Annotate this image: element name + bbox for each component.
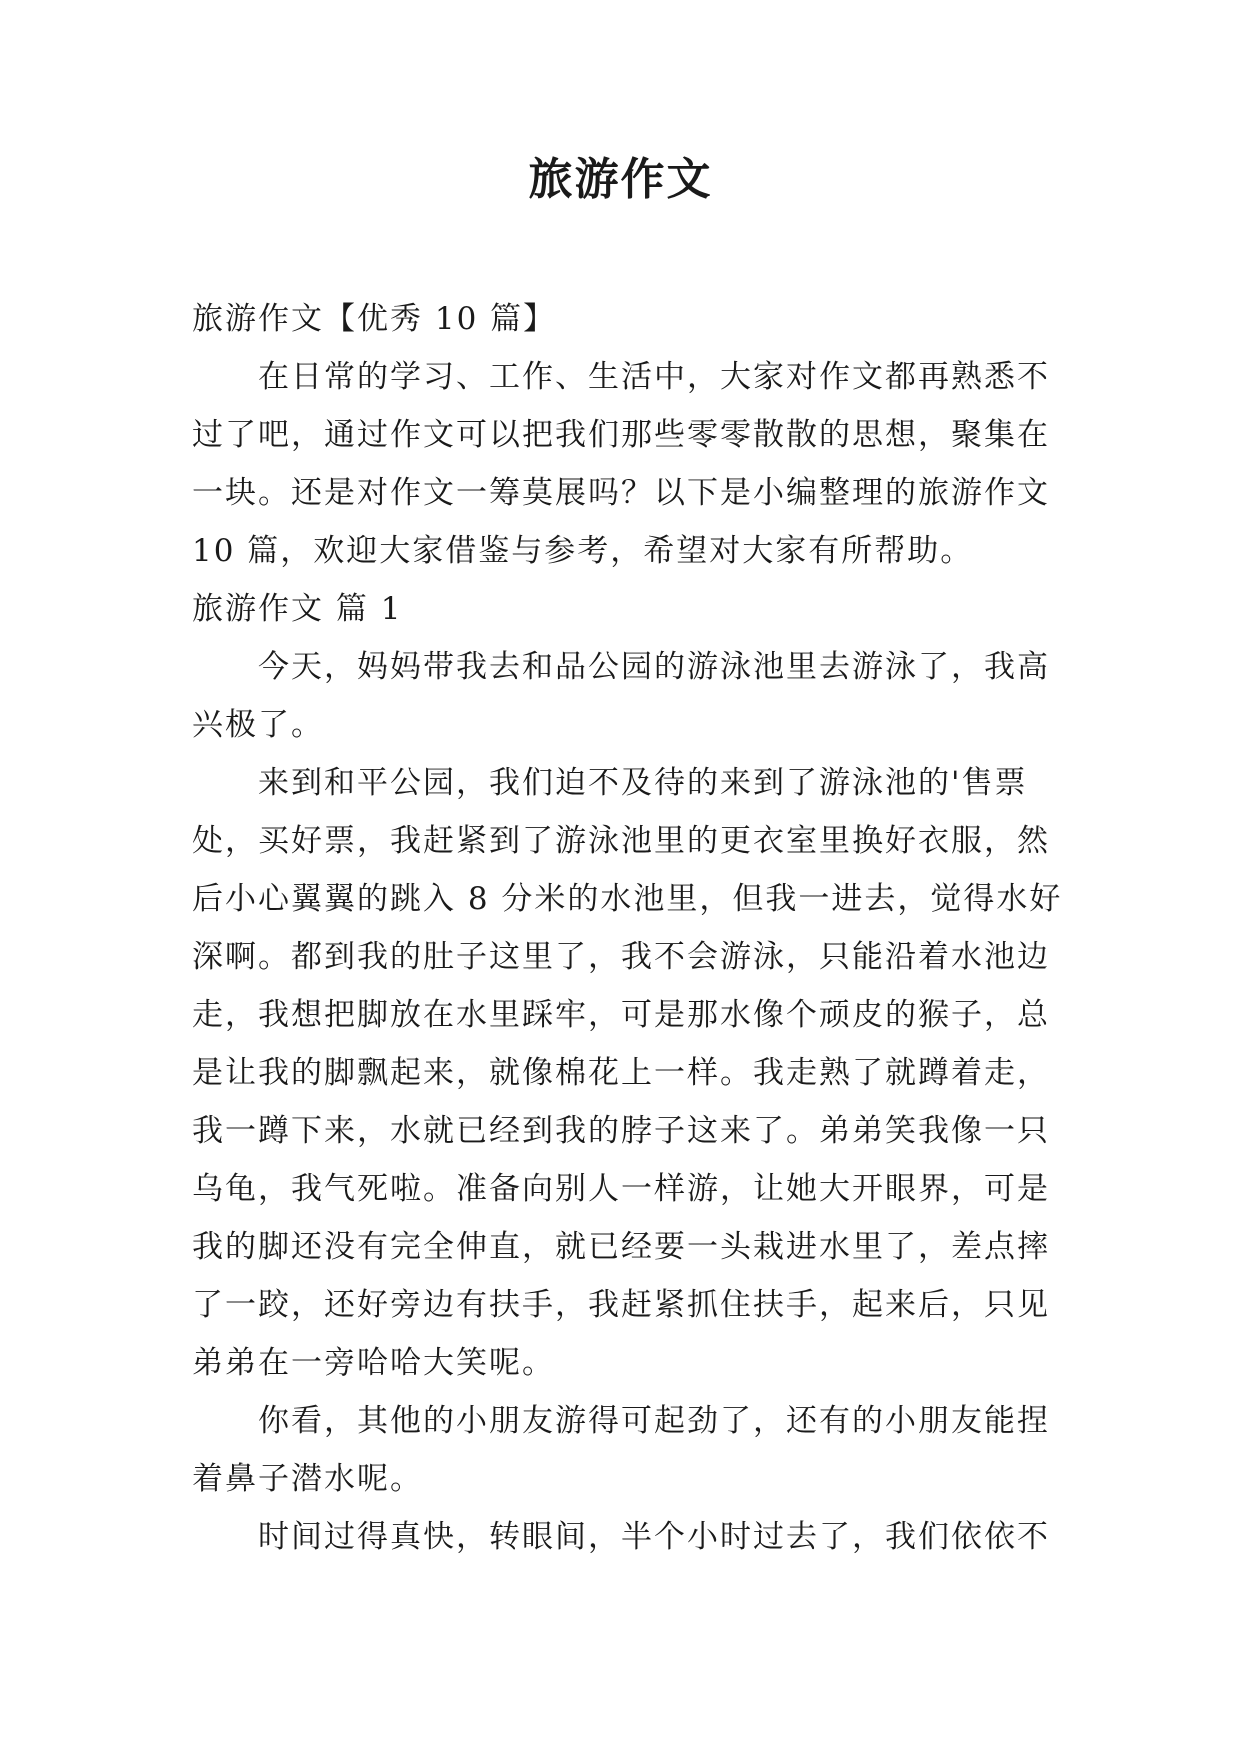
paragraph-line: 我的脚还没有完全伸直，就已经要一头栽进水里了，差点摔 xyxy=(192,1229,1050,1265)
paragraph-line: 今天，妈妈带我去和品公园的游泳池里去游泳了，我高 xyxy=(258,649,1050,685)
paragraph-line: 处，买好票，我赶紧到了游泳池里的更衣室里换好衣服，然 xyxy=(192,823,1050,859)
paragraph-line: 过了吧，通过作文可以把我们那些零零散散的思想，聚集在 xyxy=(192,417,1050,453)
paragraph-line: 时间过得真快，转眼间，半个小时过去了，我们依依不 xyxy=(258,1519,1050,1555)
paragraph-line: 来到和平公园，我们迫不及待的来到了游泳池的'售票 xyxy=(258,765,1028,801)
paragraph-line: 我一蹲下来，水就已经到我的脖子这来了。弟弟笑我像一只 xyxy=(192,1113,1050,1149)
paragraph-line: 弟弟在一旁哈哈大笑呢。 xyxy=(192,1345,555,1381)
paragraph-line: 你看，其他的小朋友游得可起劲了，还有的小朋友能捏 xyxy=(258,1403,1050,1439)
paragraph-line: 深啊。都到我的肚子这里了，我不会游泳，只能沿着水池边 xyxy=(192,939,1050,975)
document-body xyxy=(192,290,1062,1566)
section-heading: 旅游作文 篇 1 xyxy=(192,591,403,627)
document-title: 旅游作文 xyxy=(528,154,713,205)
paragraph-line: 了一跤，还好旁边有扶手，我赶紧抓住扶手，起来后，只见 xyxy=(192,1287,1050,1323)
paragraph-line: 走，我想把脚放在水里踩牢，可是那水像个顽皮的猴子，总 xyxy=(192,997,1050,1033)
paragraph-line: 在日常的学习、工作、生活中，大家对作文都再熟悉不 xyxy=(258,359,1050,395)
paragraph-line: 是让我的脚飘起来，就像棉花上一样。我走熟了就蹲着走， xyxy=(192,1055,1050,1091)
paragraph-line: 兴极了。 xyxy=(192,707,324,743)
paragraph-line: 乌龟，我气死啦。准备向别人一样游，让她大开眼界，可是 xyxy=(192,1171,1050,1207)
paragraph-line: 10 篇，欢迎大家借鉴与参考，希望对大家有所帮助。 xyxy=(192,533,974,569)
paragraph-line: 一块。还是对作文一筹莫展吗？以下是小编整理的旅游作文 xyxy=(192,475,1050,511)
paragraph-line: 着鼻子潜水呢。 xyxy=(192,1461,423,1497)
paragraph-line: 后小心翼翼的跳入 8 分米的水池里，但我一进去，觉得水好 xyxy=(192,881,1063,917)
subtitle-line: 旅游作文【优秀 10 篇】 xyxy=(192,301,557,337)
